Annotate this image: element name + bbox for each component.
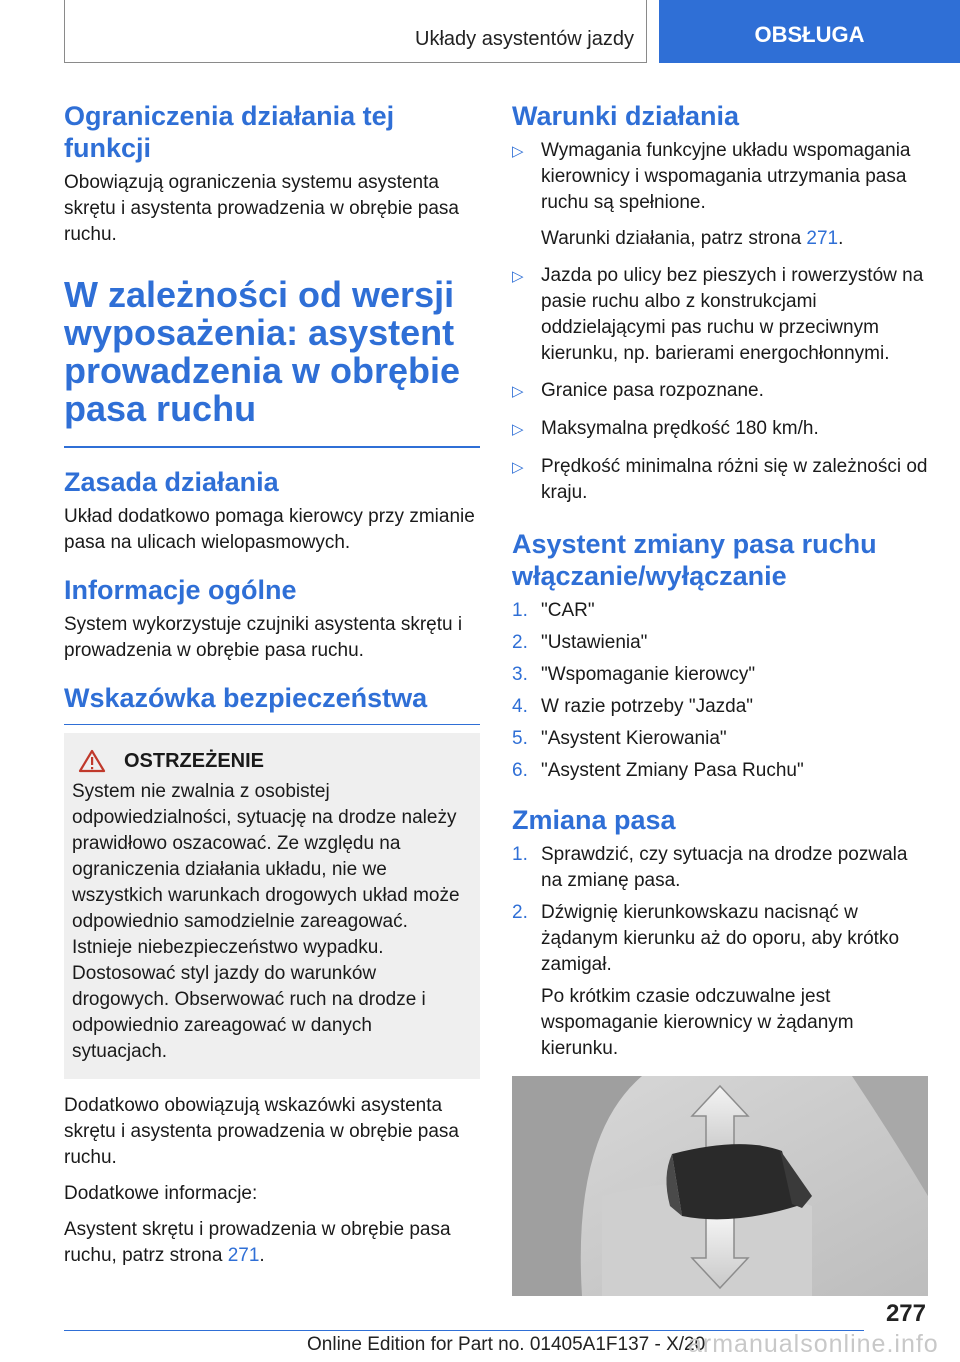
general-text: System wykorzystuje czujniki asystenta skrętu i prowadzenia w obrębie pasa ruchu. bbox=[64, 614, 463, 661]
toggle-step bbox=[512, 726, 928, 752]
step-text: "Asystent Kierowania" bbox=[541, 728, 727, 749]
reference-end: . bbox=[259, 1245, 265, 1266]
triangle-bullet-icon: ▷ bbox=[512, 383, 524, 400]
page-number: 277 bbox=[885, 1300, 926, 1327]
toggle-step bbox=[512, 630, 928, 656]
reference-text: Asystent skrętu i prowadzenia w obrębie pasa ruchu, patrz strona bbox=[64, 1219, 451, 1266]
condition-item bbox=[512, 416, 928, 443]
step-number: 2. bbox=[512, 632, 528, 653]
condition-text: Prędkość minimalna różni się w zależności od kraju. bbox=[541, 456, 928, 503]
limits-text: Obowiązują ograniczenia systemu asystenta skrętu i asystenta prowadzenia w obrębie pasa ruchu. bbox=[64, 172, 460, 245]
change-step bbox=[512, 842, 928, 894]
conditions-reference bbox=[541, 226, 928, 252]
step-text: "Wspomaganie kierowcy" bbox=[541, 664, 756, 685]
condition-item bbox=[512, 263, 928, 367]
footer-edition: Online Edition for Part no. 01405A1F137 - X/20 bbox=[307, 1334, 706, 1355]
right-column bbox=[512, 100, 928, 1301]
triangle-bullet-icon: ▷ bbox=[512, 268, 524, 285]
condition-text: Jazda po ulicy bez pieszych i rowerzystów na pasie ruchu albo z konstrukcjami oddzielającymi pas ruchu w przeciwnym kierunku, np. barierami energochłonnymi. bbox=[541, 265, 924, 364]
limits-heading: Ograniczenia działania tej funkcji bbox=[64, 101, 395, 163]
toggle-step bbox=[512, 694, 928, 720]
change-note: Po krótkim czasie odczuwalne jest wspomaganie kierownicy w żądanym kierunku. bbox=[541, 986, 854, 1059]
step-text: Sprawdzić, czy sytuacja na drodze pozwala na zmianę pasa. bbox=[541, 844, 908, 891]
step-text: W razie potrzeby "Jazda" bbox=[541, 696, 754, 717]
conditions-reference-text: Warunki działania, patrz strona bbox=[541, 228, 802, 249]
safety-divider bbox=[64, 724, 480, 725]
header-section-title: Układy asystentów jazdy bbox=[415, 28, 634, 50]
warning-triangle-icon bbox=[78, 749, 106, 773]
principle-text: Układ dodatkowo pomaga kierowcy przy zmianie pasa na ulicach wielopasmowych. bbox=[64, 506, 475, 553]
more-info-label: Dodatkowe informacje: bbox=[64, 1183, 258, 1204]
warning-label: OSTRZEŻENIE bbox=[124, 749, 265, 772]
step-text: "Asystent Zmiany Pasa Ruchu" bbox=[541, 760, 804, 781]
step-number: 5. bbox=[512, 728, 528, 749]
turn-signal-lever-photo bbox=[512, 1076, 928, 1296]
step-number: 1. bbox=[512, 600, 528, 621]
step-text: Dźwignię kierunkowskazu nacisnąć w żądanym kierunku aż do oporu, aby krótko zamigał. bbox=[541, 902, 900, 975]
conditions-heading: Warunki działania bbox=[512, 101, 740, 131]
warning-text: System nie zwalnia z osobistej odpowiedzialności, sytuację na drodze należy prawidłowo oszacować. Ze względu na ograniczenia działania układu, nie we wszystkich warunkach drogowych układ może odpowiednio samodzielnie zareagować. Istnieje niebezpieczeństwo wypadku. Dostosować styl jazdy do warunków drogowych. Obserwować ruch na drodze i odpowiednio zareagować w danych sytuacjach. bbox=[72, 781, 460, 1062]
warning-box bbox=[64, 733, 480, 1079]
step-text: "CAR" bbox=[541, 600, 595, 621]
condition-text: Wymagania funkcyjne układu wspomagania kierownicy i wspomagania utrzymania pasa ruchu są spełnione. bbox=[541, 140, 911, 213]
footer-watermark: armanualsonline.info bbox=[688, 1330, 939, 1358]
header-chapter-tab[interactable]: OBSŁUGA bbox=[659, 0, 960, 63]
toggle-heading: Asystent zmiany pasa ruchu włączanie/wyłączanie bbox=[512, 529, 877, 591]
conditions-reference-end: . bbox=[838, 228, 844, 249]
condition-item bbox=[512, 138, 928, 252]
general-heading: Informacje ogólne bbox=[64, 575, 297, 605]
toggle-step bbox=[512, 662, 928, 688]
triangle-bullet-icon: ▷ bbox=[512, 143, 524, 160]
title-divider bbox=[64, 446, 480, 448]
condition-item bbox=[512, 378, 928, 405]
step-number: 3. bbox=[512, 664, 528, 685]
change-heading: Zmiana pasa bbox=[512, 805, 676, 835]
extra-text: Dodatkowo obowiązują wskazówki asystenta skrętu i asystenta prowadzenia w obrębie pasa ruchu. bbox=[64, 1095, 460, 1168]
toggle-step bbox=[512, 758, 928, 784]
condition-text: Granice pasa rozpoznane. bbox=[541, 380, 764, 401]
step-number: 6. bbox=[512, 760, 528, 781]
conditions-reference-link[interactable]: 271 bbox=[806, 228, 839, 249]
left-column bbox=[64, 100, 480, 1279]
step-number: 1. bbox=[512, 844, 528, 865]
step-number: 4. bbox=[512, 696, 528, 717]
change-step bbox=[512, 900, 928, 978]
reference-paragraph bbox=[64, 1217, 480, 1269]
condition-text: Maksymalna prędkość 180 km/h. bbox=[541, 418, 819, 439]
reference-page-link[interactable]: 271 bbox=[227, 1245, 260, 1266]
warning-header bbox=[78, 749, 472, 773]
step-number: 2. bbox=[512, 902, 528, 923]
safety-heading: Wskazówka bezpieczeństwa bbox=[64, 683, 428, 713]
principle-heading: Zasada działania bbox=[64, 467, 279, 497]
triangle-bullet-icon: ▷ bbox=[512, 421, 524, 438]
condition-item bbox=[512, 454, 928, 506]
main-title: W zależności od wersji wyposażenia: asystent prowadzenia w obrębie pasa ruchu bbox=[64, 274, 461, 429]
step-text: "Ustawienia" bbox=[541, 632, 648, 653]
triangle-bullet-icon: ▷ bbox=[512, 459, 524, 476]
toggle-step bbox=[512, 598, 928, 624]
